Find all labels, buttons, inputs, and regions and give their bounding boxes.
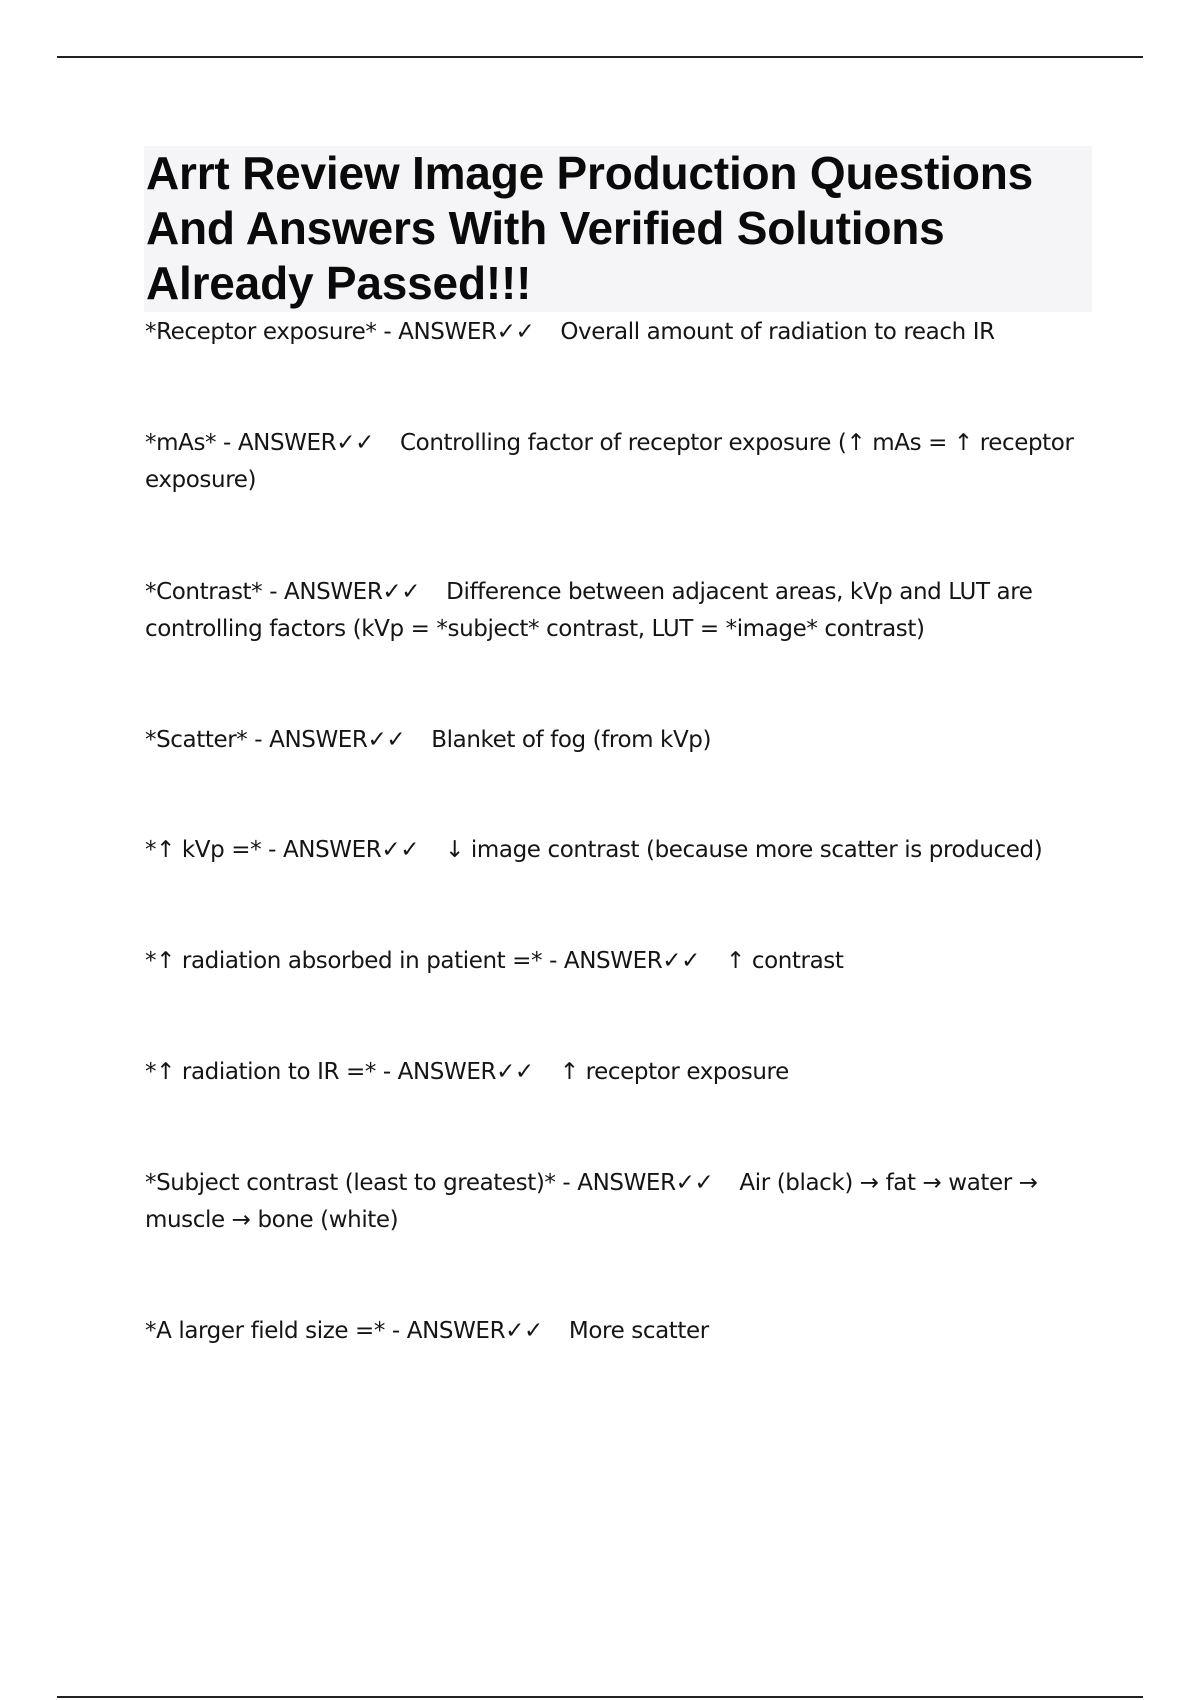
qa-item [145, 832, 1095, 869]
answer-text: More scatter [568, 1318, 709, 1344]
question-text: *A larger field size =* - [145, 1318, 407, 1344]
question-text: *↑ radiation to IR =* - [145, 1059, 398, 1085]
qa-item [145, 574, 1095, 648]
question-text: *Subject contrast (least to greatest)* - [145, 1170, 578, 1196]
answer-label: ANSWER [398, 319, 497, 345]
qa-item [145, 722, 1095, 759]
qa-item [145, 425, 1095, 499]
top-divider [57, 56, 1143, 58]
check-icon: ✓✓ [662, 948, 701, 974]
check-icon: ✓✓ [336, 430, 374, 456]
qa-item [145, 314, 1095, 351]
answer-label: ANSWER [563, 948, 663, 974]
answer-text: ↑ contrast [726, 948, 844, 974]
qa-item [145, 1313, 1095, 1350]
answer-label: ANSWER [237, 430, 337, 456]
answer-text: ↓ image contrast (because more scatter is produced) [445, 837, 1043, 863]
question-text: *↑ radiation absorbed in patient =* - [145, 948, 564, 974]
answer-text: ↑ receptor exposure [559, 1059, 789, 1085]
answer-label: ANSWER [406, 1318, 506, 1344]
qa-item [145, 943, 1095, 980]
answer-text: Controlling factor of receptor exposure (↑ mAs = ↑ receptor exposure) [145, 430, 1081, 493]
answer-text: Air (black) → fat → water → muscle → bone (white) [145, 1170, 1045, 1233]
question-text: *Scatter* - [145, 727, 270, 753]
check-icon: ✓✓ [496, 1059, 534, 1085]
answer-label: ANSWER [397, 1059, 497, 1085]
check-icon: ✓✓ [505, 1318, 543, 1344]
answer-text: Overall amount of radiation to reach IR [560, 319, 995, 345]
question-text: *mAs* - [145, 430, 238, 456]
answer-label: ANSWER [282, 837, 382, 863]
answer-label: ANSWER [269, 727, 368, 753]
title-block [144, 146, 1092, 312]
check-icon: ✓✓ [381, 837, 420, 863]
qa-item [145, 1054, 1095, 1091]
answer-label: ANSWER [577, 1170, 676, 1196]
answer-text: Blanket of fog (from kVp) [431, 727, 712, 753]
check-icon: ✓✓ [382, 579, 421, 605]
question-text: *Receptor exposure* - [145, 319, 399, 345]
qa-item [145, 1165, 1095, 1239]
bottom-divider [57, 1696, 1143, 1698]
answer-text: Difference between adjacent areas, kVp and LUT are controlling factors (kVp = *subject* contrast, LUT = *image* contrast) [145, 579, 1040, 642]
check-icon: ✓✓ [367, 727, 406, 753]
question-text: *Contrast* - [145, 579, 284, 605]
document-title: Arrt Review Image Production Questions And Answers With Verified Solutions Already Passed!!! [146, 147, 1034, 309]
question-text: *↑ kVp =* - [145, 837, 283, 863]
check-icon: ✓✓ [496, 319, 535, 345]
check-icon: ✓✓ [675, 1170, 714, 1196]
answer-label: ANSWER [284, 579, 383, 605]
